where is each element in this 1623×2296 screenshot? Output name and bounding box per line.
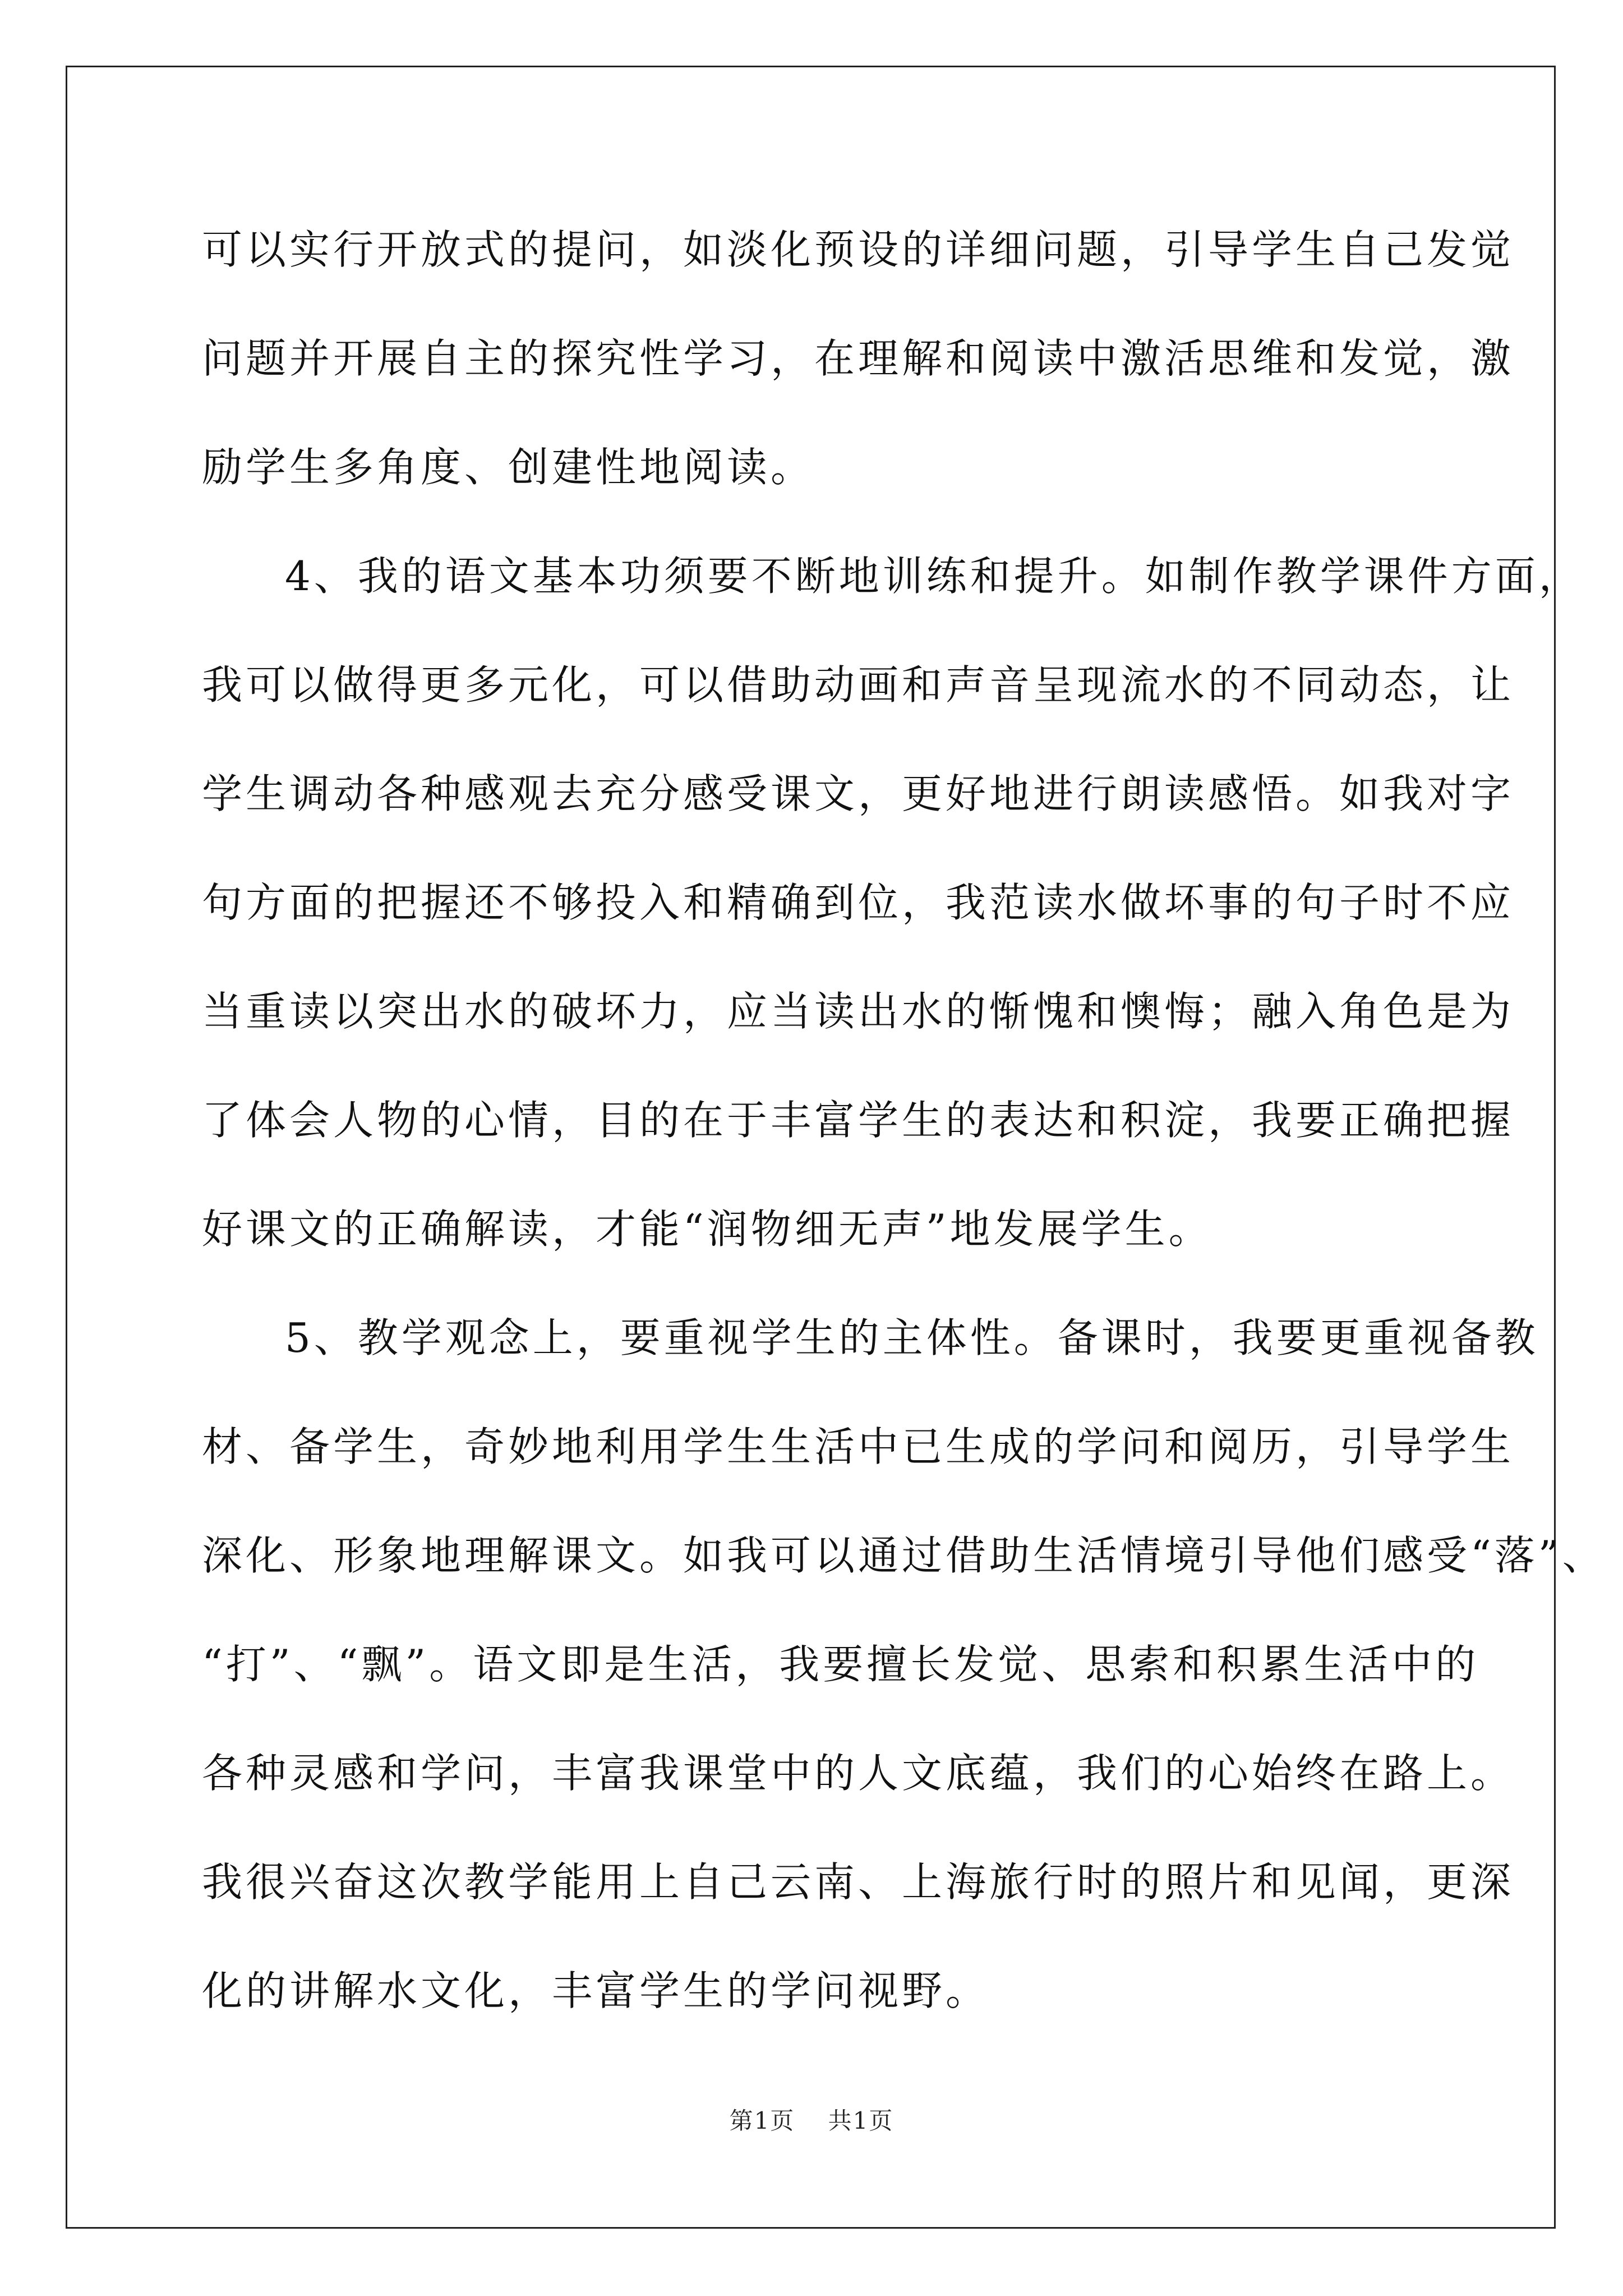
text-line: 当重读以突出水的破坏力，应当读出水的惭愧和懊悔；融入角色是为 — [202, 988, 1515, 1035]
page-footer — [0, 2102, 1623, 2136]
document-body — [202, 216, 1606, 2066]
text-line: 了体会人物的心情，目的在于丰富学生的表达和积淀，我要正确把握 — [202, 1097, 1515, 1144]
paragraph-5-start: 5、教学观念上，要重视学生的主体性。备课时，我要更重视备教 — [285, 1314, 1539, 1361]
text-line: 各种灵感和学问，丰富我课堂中的人文底蕴，我们的心始终在路上。 — [202, 1750, 1515, 1797]
page-number: 第1页 — [729, 2107, 795, 2134]
page-total: 共1页 — [828, 2107, 894, 2134]
text-line: 深化、形象地理解课文。如我可以通过借助生活情境引导他们感受“落”、 — [202, 1532, 1606, 1579]
text-line: 问题并开展自主的探究性学习，在理解和阅读中激活思维和发觉，激 — [202, 335, 1515, 382]
text-line: 材、备学生，奇妙地利用学生生活中已生成的学问和阅历，引导学生 — [202, 1423, 1515, 1470]
text-line: 我可以做得更多元化，可以借助动画和声音呈现流水的不同动态，让 — [202, 661, 1515, 708]
text-line: 化的讲解水文化，丰富学生的学问视野。 — [202, 1967, 990, 2014]
text-line: 句方面的把握还不够投入和精确到位，我范读水做坏事的句子时不应 — [202, 879, 1515, 926]
text-line: “打”、“飘”。语文即是生活，我要擅长发觉、思索和积累生活中的 — [202, 1641, 1479, 1688]
text-line: 励学生多角度、创建性地阅读。 — [202, 444, 815, 491]
text-line: 学生调动各种感观去充分感受课文，更好地进行朗读感悟。如我对字 — [202, 770, 1515, 817]
text-line: 好课文的正确解读，才能“润物细无声”地发展学生。 — [202, 1205, 1212, 1253]
text-line: 我很兴奋这次教学能用上自己云南、上海旅行时的照片和见闻，更深 — [202, 1858, 1515, 1906]
text-line: 可以实行开放式的提问，如淡化预设的详细问题，引导学生自己发觉 — [202, 226, 1515, 273]
paragraph-4-start: 4、我的语文基本功须要不断地训练和提升。如制作教学课件方面， — [285, 553, 1583, 600]
